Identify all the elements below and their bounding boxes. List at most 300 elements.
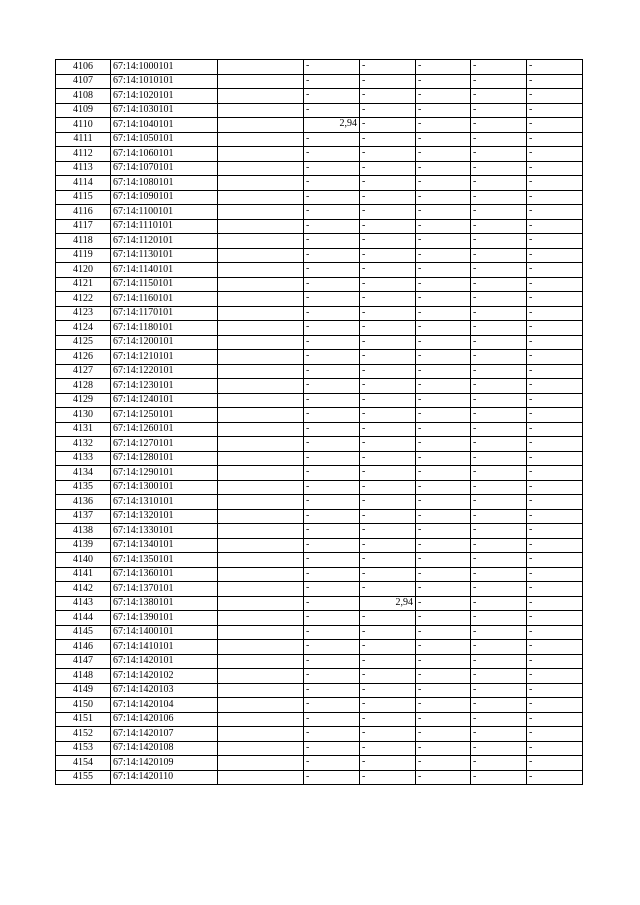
value-text: - [306, 60, 310, 71]
value-cell [527, 350, 583, 365]
empty-cell [218, 741, 304, 756]
value-text: - [418, 625, 422, 637]
cadastral-number-cell: 67:14:1030101 [111, 103, 218, 118]
value-cell [527, 582, 583, 597]
value-text: - [418, 176, 422, 187]
value-text: - [529, 205, 533, 216]
empty-cell [218, 422, 304, 437]
table-row [56, 205, 583, 220]
value-cell [416, 770, 471, 785]
empty-cell [218, 74, 304, 89]
value-text: - [473, 553, 477, 564]
value-text: - [529, 712, 533, 724]
cadastral-number-cell: 67:14:1090101 [111, 190, 218, 205]
empty-cell [218, 248, 304, 263]
row-number-cell: 4136 [56, 495, 111, 510]
empty-cell [218, 132, 304, 147]
value-text: - [362, 219, 366, 231]
value-text: - [418, 350, 422, 361]
value-text: - [529, 640, 533, 651]
value-text: - [306, 669, 310, 680]
value-text: - [473, 103, 477, 115]
value-cell [416, 422, 471, 437]
empty-cell [218, 654, 304, 669]
cadastral-number-cell: 67:14:1380101 [111, 596, 218, 611]
value-text: - [306, 364, 310, 376]
value-text: - [306, 727, 310, 738]
value-cell [471, 582, 527, 597]
value-cell [527, 625, 583, 640]
value-cell [471, 625, 527, 640]
row-number-cell: 4113 [56, 161, 111, 176]
table-row [56, 408, 583, 423]
value-text: - [306, 756, 310, 767]
value-text: - [473, 770, 477, 782]
row-number-cell: 4132 [56, 437, 111, 452]
value-text: - [473, 625, 477, 637]
value-cell [471, 422, 527, 437]
empty-cell [218, 582, 304, 597]
value-text: - [418, 306, 422, 318]
value-cell [304, 205, 360, 220]
value-cell [527, 422, 583, 437]
value-text: - [529, 669, 533, 680]
value-cell [416, 625, 471, 640]
value-text: - [362, 712, 366, 724]
value-text: - [306, 306, 310, 318]
value-cell [527, 437, 583, 452]
value-cell [304, 640, 360, 655]
value-text: - [306, 538, 310, 550]
value-cell [471, 524, 527, 539]
row-number-cell: 4149 [56, 683, 111, 698]
value-text: - [418, 219, 422, 231]
value-cell [527, 640, 583, 655]
row-number-cell: 4126 [56, 350, 111, 365]
value-text: - [306, 234, 310, 245]
value-text: - [473, 379, 477, 390]
table-row [56, 306, 583, 321]
value-text: 2,94 [395, 596, 413, 608]
value-cell [471, 205, 527, 220]
value-text: - [306, 480, 310, 492]
row-number-cell: 4122 [56, 292, 111, 307]
table-row [56, 611, 583, 626]
cadastral-number-cell: 67:14:1310101 [111, 495, 218, 510]
value-cell [416, 727, 471, 742]
cadastral-number-cell: 67:14:1070101 [111, 161, 218, 176]
value-text: - [362, 669, 366, 680]
value-cell [527, 234, 583, 249]
empty-cell [218, 727, 304, 742]
value-cell [471, 495, 527, 510]
value-cell [416, 582, 471, 597]
value-text: - [306, 393, 310, 405]
value-cell [527, 393, 583, 408]
value-cell [304, 538, 360, 553]
value-cell [304, 364, 360, 379]
value-cell [416, 553, 471, 568]
table-row [56, 756, 583, 771]
value-text: - [362, 509, 366, 521]
value-cell [360, 741, 416, 756]
value-cell [471, 161, 527, 176]
value-cell [527, 495, 583, 510]
value-cell [304, 393, 360, 408]
table-row [56, 437, 583, 452]
value-text: - [473, 654, 477, 666]
value-cell [527, 176, 583, 191]
value-text: - [473, 466, 477, 477]
value-cell [527, 451, 583, 466]
value-cell [416, 321, 471, 336]
value-cell [471, 553, 527, 568]
value-cell [304, 103, 360, 118]
value-text: - [362, 567, 366, 579]
value-text: - [529, 292, 533, 303]
value-cell [360, 103, 416, 118]
value-text: - [473, 698, 477, 709]
value-cell [304, 756, 360, 771]
row-number-cell: 4142 [56, 582, 111, 597]
value-cell [304, 263, 360, 278]
value-cell [360, 669, 416, 684]
value-cell [360, 379, 416, 394]
value-text: - [473, 147, 477, 158]
value-text: - [418, 422, 422, 434]
value-cell [471, 219, 527, 234]
value-cell [360, 698, 416, 713]
value-text: - [473, 495, 477, 506]
value-text: - [473, 712, 477, 724]
value-text: - [473, 335, 477, 347]
cadastral-number-cell: 67:14:1420109 [111, 756, 218, 771]
value-text: - [418, 190, 422, 202]
value-cell [471, 190, 527, 205]
empty-cell [218, 364, 304, 379]
value-text: - [418, 277, 422, 289]
value-text: - [473, 567, 477, 579]
empty-cell [218, 176, 304, 191]
value-cell [360, 89, 416, 104]
cadastral-number-cell: 67:14:1290101 [111, 466, 218, 481]
value-cell [416, 74, 471, 89]
value-text: - [529, 118, 533, 129]
value-cell [471, 538, 527, 553]
value-text: - [473, 132, 477, 144]
value-cell [360, 611, 416, 626]
cadastral-number-cell: 67:14:1230101 [111, 379, 218, 394]
value-cell [527, 669, 583, 684]
empty-cell [218, 277, 304, 292]
value-cell [527, 335, 583, 350]
table-row [56, 538, 583, 553]
value-text: - [473, 524, 477, 535]
row-number-cell: 4130 [56, 408, 111, 423]
empty-cell [218, 89, 304, 104]
value-text: - [418, 683, 422, 695]
value-cell [416, 234, 471, 249]
value-text: - [306, 524, 310, 535]
value-cell [304, 567, 360, 582]
value-cell [527, 379, 583, 394]
cadastral-number-cell: 67:14:1150101 [111, 277, 218, 292]
value-text: - [529, 451, 533, 463]
cadastral-number-cell: 67:14:1410101 [111, 640, 218, 655]
value-cell [360, 205, 416, 220]
value-cell [360, 567, 416, 582]
value-text: - [418, 379, 422, 390]
row-number-cell: 4139 [56, 538, 111, 553]
value-cell [304, 248, 360, 263]
value-cell [471, 350, 527, 365]
empty-cell [218, 640, 304, 655]
value-cell [471, 712, 527, 727]
value-text: - [529, 306, 533, 318]
table-row [56, 480, 583, 495]
value-text: - [362, 582, 366, 593]
table-row [56, 335, 583, 350]
value-cell [304, 147, 360, 162]
value-cell [360, 292, 416, 307]
value-text: - [418, 263, 422, 274]
value-text: - [306, 770, 310, 782]
cadastral-number-cell: 67:14:1180101 [111, 321, 218, 336]
value-text: - [306, 625, 310, 637]
table-row [56, 712, 583, 727]
value-cell [360, 480, 416, 495]
value-text: - [529, 408, 533, 419]
value-cell [416, 60, 471, 75]
value-cell [471, 89, 527, 104]
value-cell [304, 669, 360, 684]
value-text: - [529, 161, 533, 173]
value-cell [304, 451, 360, 466]
value-cell [416, 393, 471, 408]
value-cell [471, 248, 527, 263]
value-cell [360, 727, 416, 742]
table-row [56, 625, 583, 640]
value-cell [304, 698, 360, 713]
value-text: - [362, 770, 366, 782]
row-number-cell: 4135 [56, 480, 111, 495]
empty-cell [218, 553, 304, 568]
value-text: - [418, 654, 422, 666]
value-text: - [306, 74, 310, 86]
row-number-cell: 4125 [56, 335, 111, 350]
value-cell [304, 379, 360, 394]
value-cell [416, 248, 471, 263]
value-text: - [306, 741, 310, 753]
value-text: - [362, 524, 366, 535]
table-row [56, 698, 583, 713]
value-text: - [418, 640, 422, 651]
value-cell [304, 582, 360, 597]
value-cell [471, 74, 527, 89]
cadastral-number-cell: 67:14:1020101 [111, 89, 218, 104]
value-text: - [529, 89, 533, 100]
value-text: - [362, 306, 366, 318]
value-text: - [362, 205, 366, 216]
table-row [56, 582, 583, 597]
table-row [56, 74, 583, 89]
value-text: - [418, 451, 422, 463]
value-text: - [306, 89, 310, 100]
empty-cell [218, 611, 304, 626]
empty-cell [218, 393, 304, 408]
value-cell [471, 640, 527, 655]
table-row [56, 103, 583, 118]
table-row [56, 277, 583, 292]
value-cell [471, 292, 527, 307]
value-cell [360, 364, 416, 379]
value-cell [416, 277, 471, 292]
value-text: - [473, 161, 477, 173]
value-cell [360, 524, 416, 539]
table-row [56, 118, 583, 133]
value-text: - [473, 277, 477, 289]
value-text: - [306, 712, 310, 724]
row-number-cell: 4107 [56, 74, 111, 89]
cadastral-number-cell: 67:14:1420107 [111, 727, 218, 742]
empty-cell [218, 234, 304, 249]
value-text: - [418, 596, 422, 608]
value-text: - [306, 379, 310, 390]
empty-cell [218, 683, 304, 698]
empty-cell [218, 306, 304, 321]
value-text: - [306, 683, 310, 695]
value-text: - [529, 176, 533, 187]
value-text: - [529, 538, 533, 550]
value-cell [360, 263, 416, 278]
empty-cell [218, 770, 304, 785]
row-number-cell: 4111 [56, 132, 111, 147]
value-text: - [362, 161, 366, 173]
value-cell [416, 611, 471, 626]
value-text: - [362, 625, 366, 637]
value-cell [304, 683, 360, 698]
value-cell [360, 219, 416, 234]
value-cell [416, 466, 471, 481]
value-text: - [306, 582, 310, 593]
value-cell [471, 60, 527, 75]
row-number-cell: 4148 [56, 669, 111, 684]
cadastral-number-cell: 67:14:1420103 [111, 683, 218, 698]
value-text: - [362, 292, 366, 303]
value-text: - [473, 727, 477, 738]
empty-cell [218, 451, 304, 466]
value-cell [416, 132, 471, 147]
value-cell [416, 350, 471, 365]
value-cell [471, 176, 527, 191]
value-text: - [529, 248, 533, 260]
value-text: - [473, 205, 477, 216]
value-text: - [306, 248, 310, 260]
value-text: - [529, 524, 533, 535]
value-cell [471, 756, 527, 771]
value-text: - [362, 190, 366, 202]
value-cell [360, 654, 416, 669]
value-cell [527, 292, 583, 307]
value-text: 2,94 [339, 118, 357, 129]
value-text: - [362, 422, 366, 434]
value-text: - [362, 176, 366, 187]
row-number-cell: 4121 [56, 277, 111, 292]
value-cell [304, 422, 360, 437]
value-text: - [418, 741, 422, 753]
value-cell [304, 727, 360, 742]
row-number-cell: 4131 [56, 422, 111, 437]
value-cell [360, 161, 416, 176]
value-text: - [473, 321, 477, 332]
value-text: - [529, 219, 533, 231]
value-cell [527, 654, 583, 669]
value-text: - [529, 60, 533, 71]
row-number-cell: 4108 [56, 89, 111, 104]
value-cell [360, 625, 416, 640]
value-text: - [473, 118, 477, 129]
value-text: - [418, 538, 422, 550]
value-cell [416, 364, 471, 379]
value-text: - [362, 553, 366, 564]
table-row [56, 364, 583, 379]
value-text: - [529, 654, 533, 666]
table-row [56, 466, 583, 481]
cadastral-number-cell: 67:14:1300101 [111, 480, 218, 495]
value-cell [360, 393, 416, 408]
value-text: - [418, 756, 422, 767]
value-cell [304, 335, 360, 350]
value-text: - [418, 60, 422, 71]
value-cell [416, 756, 471, 771]
value-cell [527, 596, 583, 611]
empty-cell [218, 495, 304, 510]
value-cell [304, 277, 360, 292]
value-text: - [362, 437, 366, 448]
value-text: - [362, 248, 366, 260]
value-cell [416, 596, 471, 611]
value-cell [304, 770, 360, 785]
value-cell [304, 321, 360, 336]
value-cell [416, 103, 471, 118]
value-cell [527, 683, 583, 698]
row-number-cell: 4144 [56, 611, 111, 626]
value-cell [527, 727, 583, 742]
value-text: - [473, 393, 477, 405]
empty-cell [218, 480, 304, 495]
value-text: - [418, 509, 422, 521]
value-text: - [306, 451, 310, 463]
value-cell [416, 205, 471, 220]
value-cell [527, 263, 583, 278]
value-text: - [473, 234, 477, 245]
cadastral-number-cell: 67:14:1200101 [111, 335, 218, 350]
table-row [56, 176, 583, 191]
row-number-cell: 4138 [56, 524, 111, 539]
cadastral-number-cell: 67:14:1420110 [111, 770, 218, 785]
empty-cell [218, 538, 304, 553]
empty-cell [218, 103, 304, 118]
empty-cell [218, 161, 304, 176]
value-cell [527, 248, 583, 263]
value-text: - [529, 582, 533, 593]
value-cell [304, 509, 360, 524]
value-text: - [529, 335, 533, 347]
value-cell [304, 292, 360, 307]
value-cell [360, 277, 416, 292]
table-row [56, 393, 583, 408]
value-cell [471, 364, 527, 379]
